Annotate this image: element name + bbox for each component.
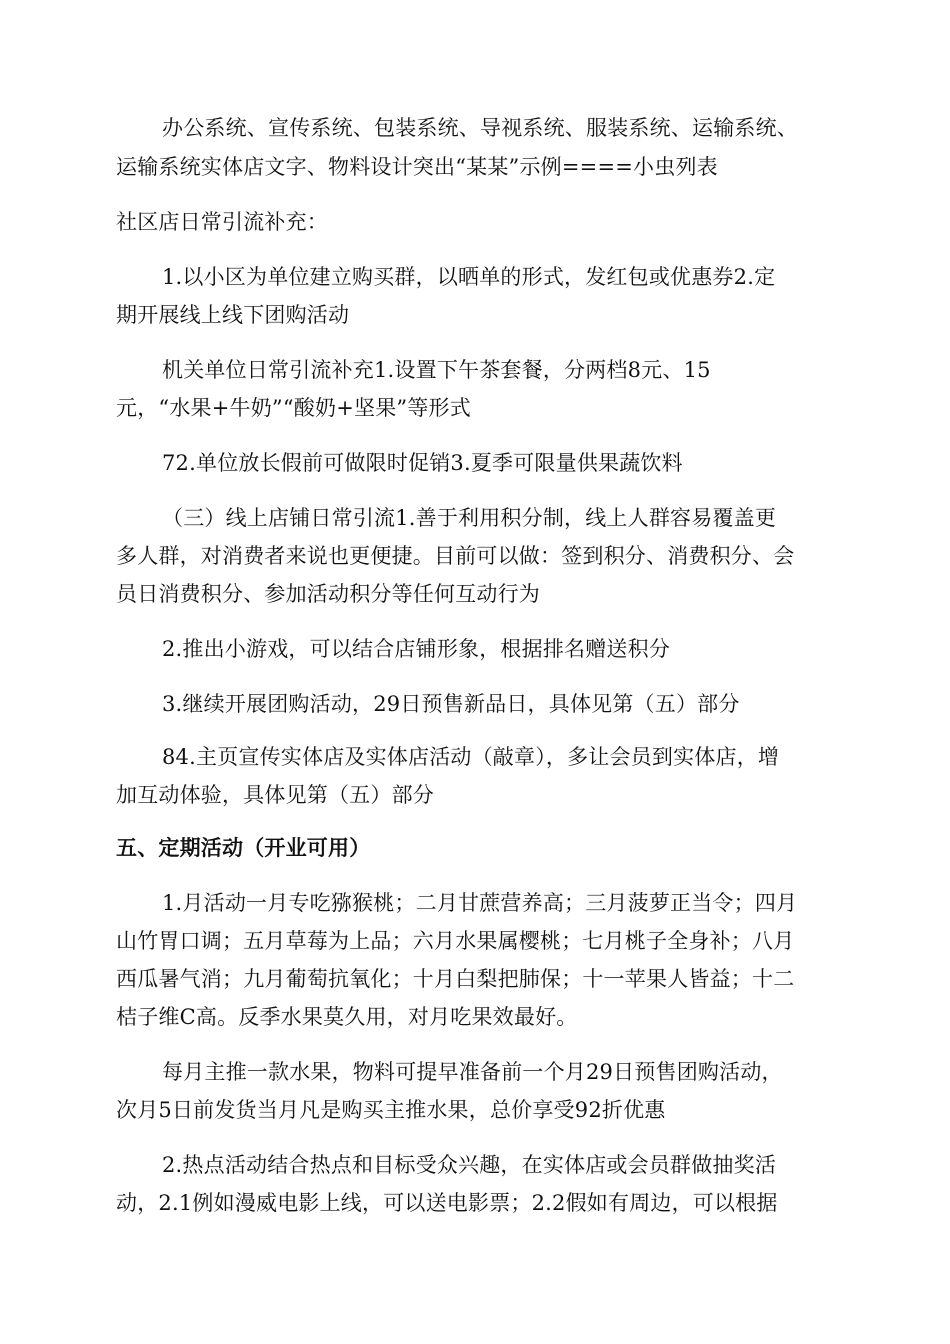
monthly-activity-line-1: 1.月活动一月专吃猕猴桃；二月甘蔗营养高；三月菠萝正当令；四月	[162, 891, 798, 915]
para-systems-line-1: 办公系统、宣传系统、包装系统、导视系统、服装系统、运输系统、	[162, 116, 798, 140]
office-units-line-1: 机关单位日常引流补充1.设置下午茶套餐，分两档8元、15	[162, 358, 711, 382]
homepage-promo-line-2: 加互动体验，具体见第（五）部分	[116, 783, 434, 807]
office-promo-line: 72.单位放长假前可做限时促销3.夏季可限量供果蔬饮料	[162, 451, 683, 475]
monthly-activity-line-4: 桔子维C高。反季水果莫久用，对月吃果效最好。	[116, 1005, 578, 1029]
online-store-line-2: 多人群，对消费者来说也更便捷。目前可以做：签到积分、消费积分、会	[116, 544, 795, 568]
monthly-activity-line-3: 西瓜暑气消；九月葡萄抗氧化；十月白梨把肺保；十一苹果人皆益；十二	[116, 967, 795, 991]
monthly-feature-line-1: 每月主推一款水果，物料可提早准备前一个月29日预售团购活动，	[162, 1060, 783, 1084]
community-list-line-2: 期开展线上线下团购活动	[116, 303, 350, 327]
homepage-promo-line-1: 84.主页宣传实体店及实体店活动（敲章），多让会员到实体店，增	[162, 745, 780, 769]
community-store-title: 社区店日常引流补充：	[116, 210, 328, 234]
mini-game-line: 2.推出小游戏，可以结合店铺形象，根据排名赠送积分	[162, 637, 671, 661]
community-list-line-1: 1.以小区为单位建立购买群，以晒单的形式，发红包或优惠券2.定	[162, 265, 776, 289]
monthly-activity-line-2: 山竹胃口调；五月草莓为上品；六月水果属樱桃；七月桃子全身补；八月	[116, 929, 795, 953]
hot-activity-line-2: 动，2.1例如漫威电影上线，可以送电影票；2.2假如有周边，可以根据	[116, 1191, 778, 1215]
para-systems-line-2: 运输系统实体店文字、物料设计突出“某某”示例====小虫列表	[116, 155, 718, 179]
online-store-line-3: 员日消费积分、参加活动积分等任何互动行为	[116, 582, 540, 606]
section-heading-regular-activities: 五、定期活动（开业可用）	[116, 836, 371, 860]
monthly-feature-line-2: 次月5日前发货当月凡是购买主推水果，总价享受92折优惠	[116, 1098, 666, 1122]
group-buy-line: 3.继续开展团购活动，29日预售新品日，具体见第（五）部分	[162, 692, 740, 716]
hot-activity-line-1: 2.热点活动结合热点和目标受众兴趣，在实体店或会员群做抽奖活	[162, 1153, 777, 1177]
online-store-line-1: （三）线上店铺日常引流1.善于利用积分制，线上人群容易覆盖更	[162, 506, 777, 530]
office-units-line-2: 元，“水果+牛奶”“酸奶+坚果”等形式	[116, 396, 471, 420]
